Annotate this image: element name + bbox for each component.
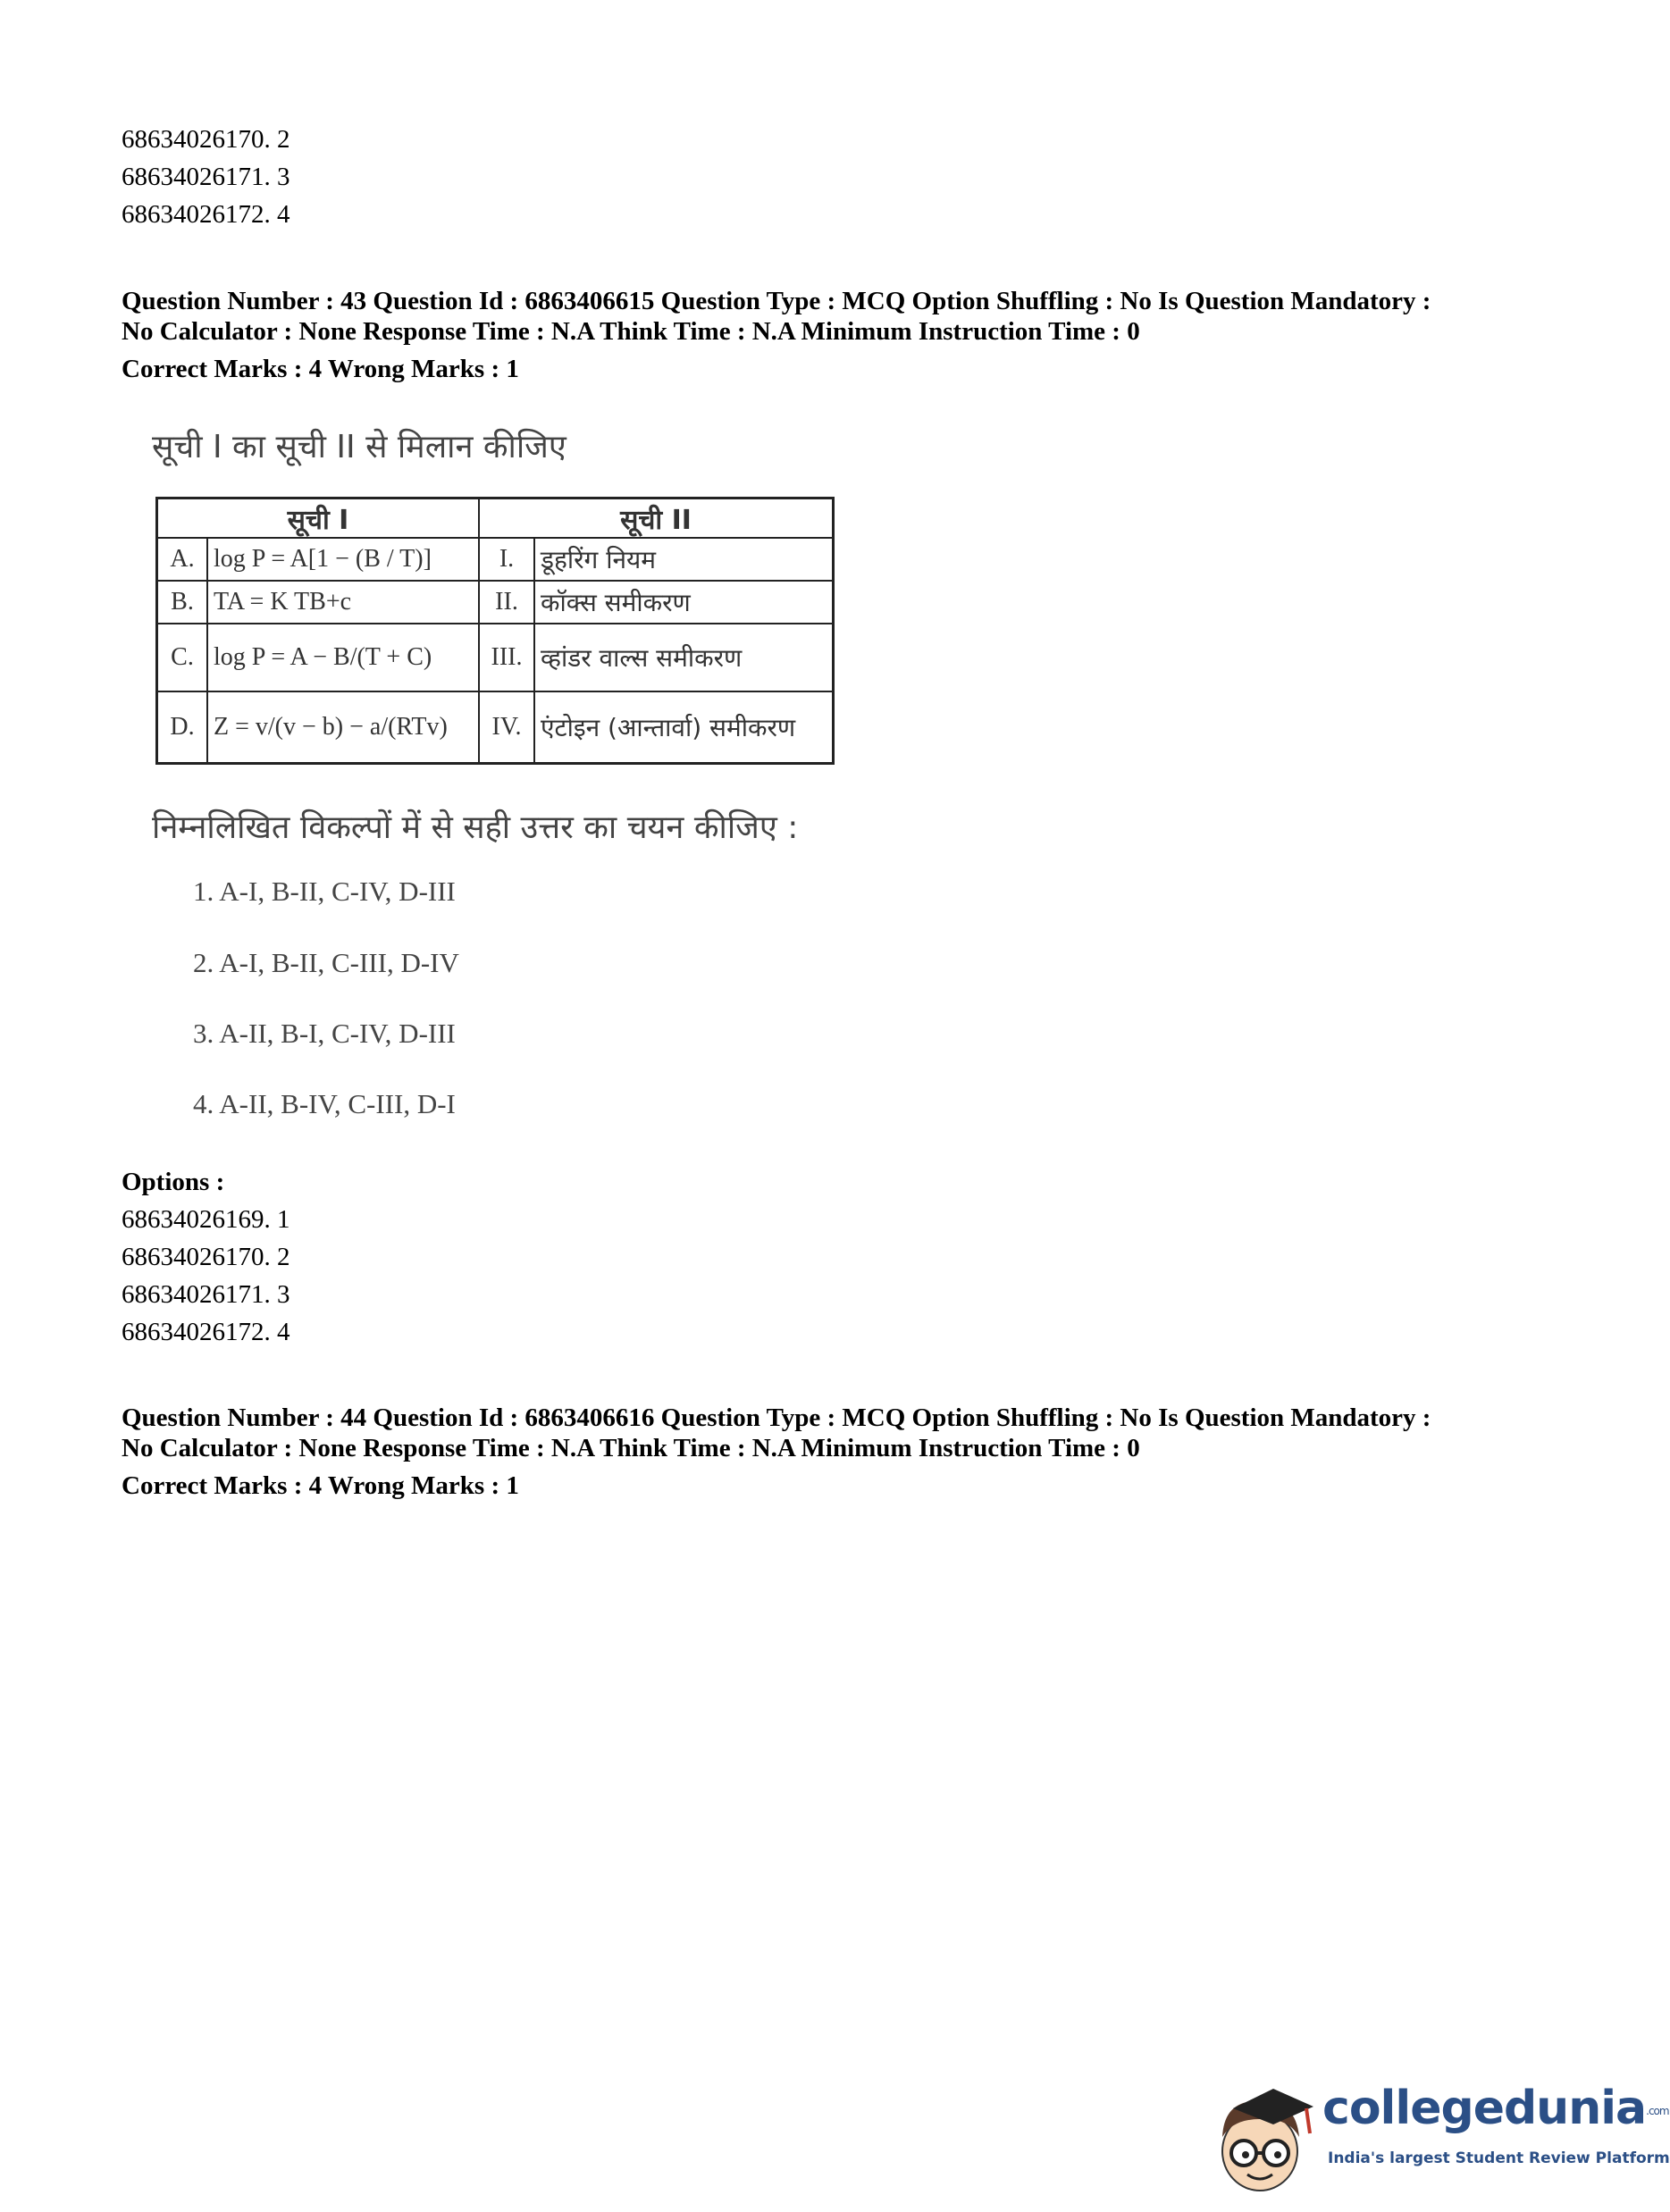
equation-name-cell: एंटोइन (आन्तार्वा) समीकरण	[534, 691, 834, 763]
table-row	[157, 691, 834, 763]
option-1: 68634026169. 1	[122, 1205, 290, 1234]
collegedunia-logo	[1206, 2082, 1670, 2198]
formula-cell: log P = A − B/(T + C)	[207, 624, 479, 691]
formula-cell: Z = v/(v − b) − a/(RTv)	[207, 691, 479, 763]
match-table	[155, 497, 835, 765]
table-row	[157, 538, 834, 581]
choice-3: 3. A-II, B-I, C-IV, D-III	[193, 1018, 456, 1049]
options-label: Options :	[122, 1168, 225, 1196]
column-header-list2: सूची II	[479, 499, 834, 539]
q43-header-line1: Question Number : 43 Question Id : 6863406615 Question Type : MCQ Option Shuffling : No Is Question Mandatory :	[122, 287, 1431, 315]
logo-brand-text: collegedunia.com	[1322, 2082, 1669, 2135]
formula-cell: TA = K TB+c	[207, 581, 479, 624]
table-row	[157, 581, 834, 624]
row-label: D.	[157, 691, 208, 763]
row-label: II.	[479, 581, 534, 624]
option-4: 68634026172. 4	[122, 1318, 290, 1346]
match-instruction: सूची I का सूची II से मिलान कीजिए	[152, 429, 566, 465]
table-row	[157, 624, 834, 691]
row-label: III.	[479, 624, 534, 691]
option-2: 68634026170. 2	[122, 1243, 290, 1271]
choice-4: 4. A-II, B-IV, C-III, D-I	[193, 1088, 456, 1119]
row-label: C.	[157, 624, 208, 691]
q43-marks: Correct Marks : 4 Wrong Marks : 1	[122, 355, 519, 383]
row-label: A.	[157, 538, 208, 581]
choice-1: 1. A-I, B-II, C-IV, D-III	[193, 876, 456, 907]
q44-header-line1: Question Number : 44 Question Id : 6863406616 Question Type : MCQ Option Shuffling : No Is Question Mandatory :	[122, 1403, 1431, 1432]
row-label: I.	[479, 538, 534, 581]
prev-option-3: 68634026171. 3	[122, 163, 290, 191]
formula-cell: log P = A[1 − (B / T)]	[207, 538, 479, 581]
prev-option-2: 68634026170. 2	[122, 125, 290, 154]
row-label: IV.	[479, 691, 534, 763]
mascot-icon	[1206, 2082, 1322, 2198]
q44-header-line2: No Calculator : None Response Time : N.A Think Time : N.A Minimum Instruction Time : 0	[122, 1434, 1140, 1462]
equation-name-cell: व्हांडर वाल्स समीकरण	[534, 624, 834, 691]
choose-instruction: निम्नलिखित विकल्पों में से सही उत्तर का चयन कीजिए :	[152, 809, 799, 846]
option-3: 68634026171. 3	[122, 1280, 290, 1309]
prev-option-4: 68634026172. 4	[122, 200, 290, 229]
logo-tagline: India's largest Student Review Platform	[1328, 2149, 1670, 2167]
question-image	[152, 411, 849, 1144]
column-header-list1: सूची I	[157, 499, 480, 539]
choice-2: 2. A-I, B-II, C-III, D-IV	[193, 947, 459, 978]
row-label: B.	[157, 581, 208, 624]
q44-marks: Correct Marks : 4 Wrong Marks : 1	[122, 1471, 519, 1500]
equation-name-cell: डूहरिंग नियम	[534, 538, 834, 581]
q43-header-line2: No Calculator : None Response Time : N.A Think Time : N.A Minimum Instruction Time : 0	[122, 317, 1140, 346]
equation-name-cell: कॉक्स समीकरण	[534, 581, 834, 624]
logo-com-text: .com	[1646, 2105, 1669, 2117]
